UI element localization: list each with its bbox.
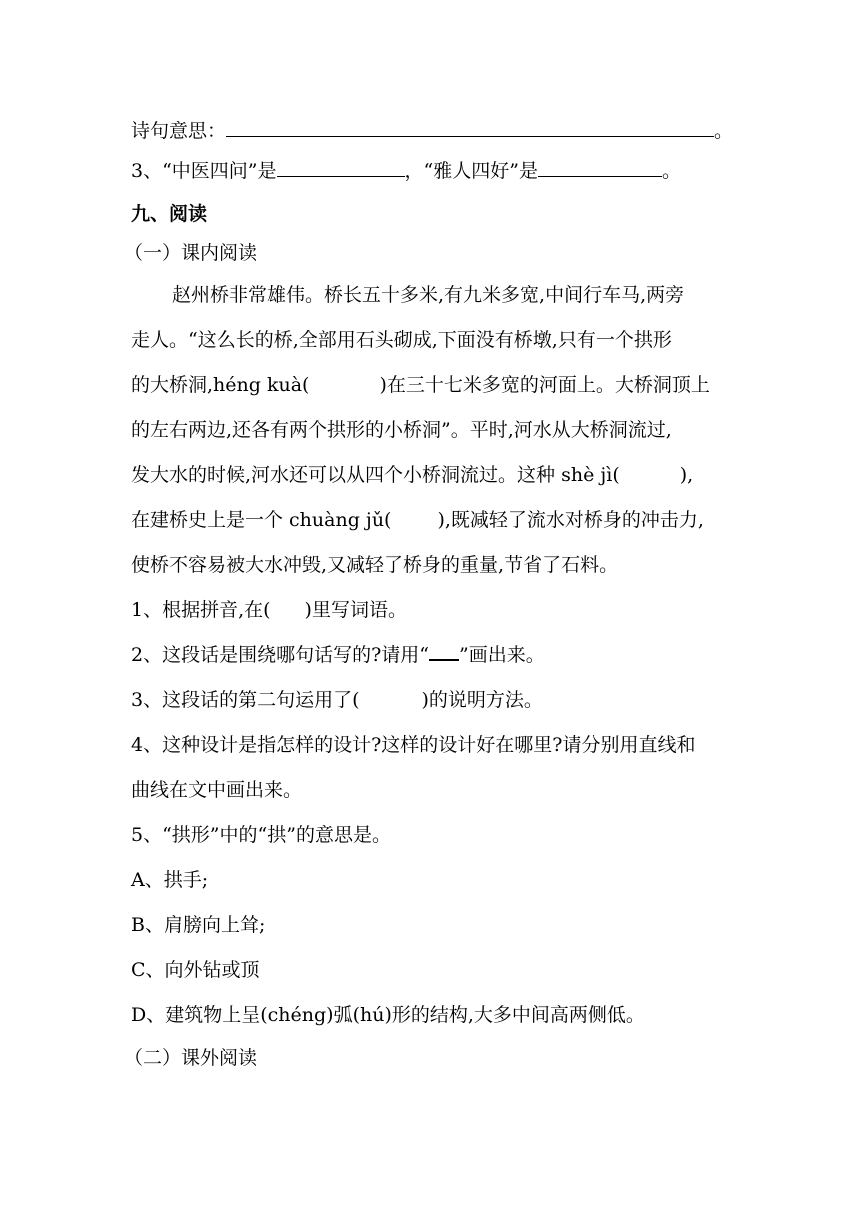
passage-text: 在建桥史上是一个 chuàng jǔ( — [131, 509, 392, 531]
option-c[interactable]: C、向外钻或顶 — [131, 959, 260, 981]
answer-blank[interactable] — [226, 118, 714, 137]
answer-blank[interactable] — [277, 158, 405, 177]
question-text: 2、这段话是围绕哪句话写的?请用“ — [131, 644, 429, 666]
poem-meaning-label: 诗句意思： — [131, 120, 227, 142]
passage-text: ),既减轻了流水对桥身的冲击力, — [437, 509, 704, 531]
answer-blank[interactable] — [538, 158, 662, 177]
passage-line-6 — [131, 507, 704, 533]
question-4-line-1: 4、这种设计是指怎样的设计?这样的设计好在哪里?请分别用直线和 — [131, 734, 696, 756]
question-text: ”画出来。 — [459, 644, 545, 666]
q3-line — [131, 158, 681, 184]
option-a[interactable]: A、拱手; — [131, 869, 209, 891]
passage-line-7: 使桥不容易被大水冲毁,又减轻了桥身的重量,节省了石料。 — [131, 554, 619, 576]
question-4-line-2: 曲线在文中画出来。 — [131, 779, 303, 801]
question-2 — [131, 642, 545, 668]
period: 。 — [661, 160, 681, 182]
question-text: )里写词语。 — [304, 599, 407, 621]
question-text: 1、根据拼音,在( — [131, 599, 271, 621]
passage-line-2: 走人。“这么长的桥,全部用石头砌成,下面没有桥墩,只有一个拱形 — [131, 329, 672, 351]
question-5: 5、“拱形”中的“拱”的意思是。 — [131, 824, 391, 846]
passage-line-1: 赵州桥非常雄伟。桥长五十多米,有九米多宽,中间行车马,两旁 — [172, 284, 685, 306]
question-3 — [131, 687, 543, 713]
subsection-title-1: （一）课内阅读 — [124, 242, 258, 264]
option-d[interactable]: D、建筑物上呈(chéng)弧(hú)形的结构,大多中间高两侧低。 — [131, 1004, 645, 1026]
q3-text-b: ，“雅人四好”是 — [404, 160, 538, 182]
option-b[interactable]: B、肩膀向上耸; — [131, 914, 266, 936]
passage-line-3 — [131, 372, 710, 398]
underline-sample — [429, 643, 459, 661]
question-text: 3、这段话的第二句运用了( — [131, 689, 360, 711]
passage-text: )在三十七米多宽的河面上。大桥洞顶上 — [379, 374, 710, 396]
q3-text-a: 3、“中医四问”是 — [131, 160, 277, 182]
question-1 — [131, 597, 407, 623]
poem-meaning-line — [131, 118, 733, 144]
passage-text: ), — [679, 464, 694, 486]
passage-text: 发大水的时候,河水还可以从四个小桥洞流过。这种 shè jì( — [131, 464, 620, 486]
subsection-title-2: （二）课外阅读 — [124, 1047, 258, 1069]
question-text: )的说明方法。 — [421, 689, 543, 711]
passage-line-5 — [131, 462, 693, 488]
passage-line-4: 的左右两边,还各有两个拱形的小桥洞”。平时,河水从大桥洞流过, — [131, 419, 672, 441]
section-title: 九、阅读 — [131, 203, 208, 225]
period: 。 — [714, 120, 734, 142]
passage-text: 的大桥洞,héng kuà( — [131, 374, 310, 396]
